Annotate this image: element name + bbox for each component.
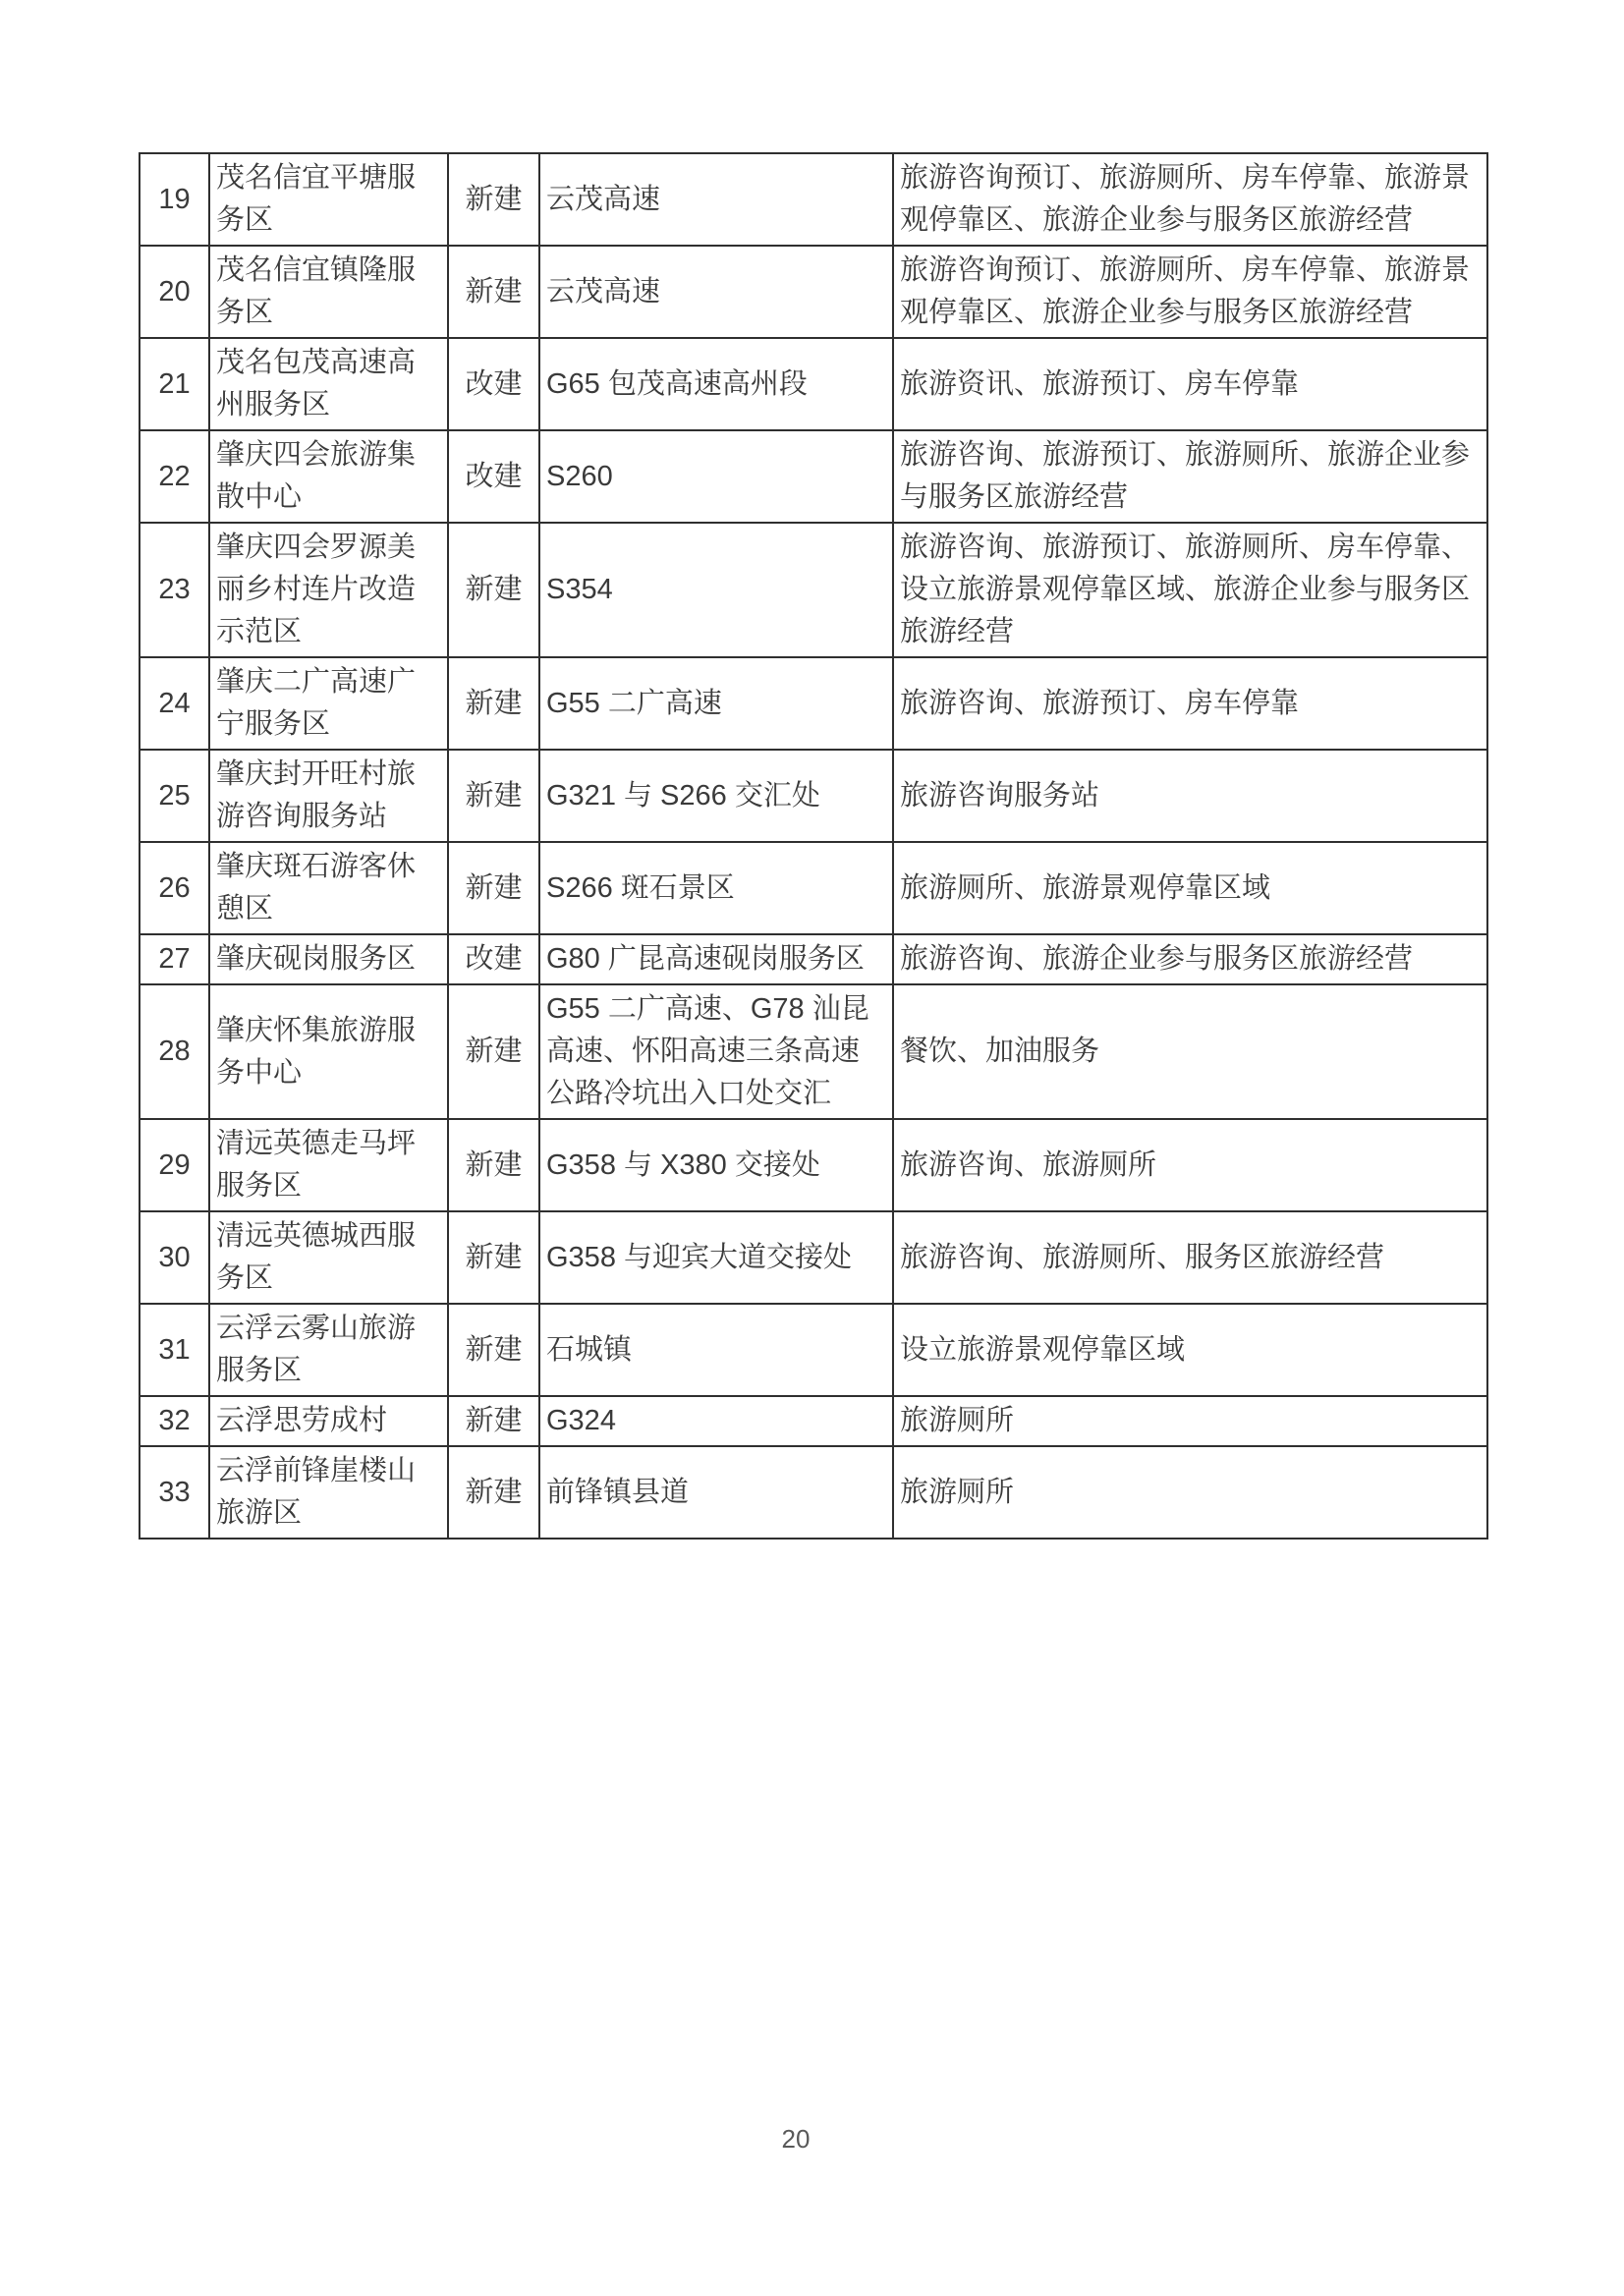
cell-type: 新建 bbox=[448, 1304, 539, 1396]
cell-name: 肇庆二广高速广宁服务区 bbox=[209, 657, 448, 750]
table-row bbox=[140, 1396, 1487, 1446]
cell-road: G65 包茂高速高州段 bbox=[539, 338, 893, 430]
table-row bbox=[140, 934, 1487, 984]
table-row bbox=[140, 1119, 1487, 1211]
cell-road: 云茂高速 bbox=[539, 153, 893, 246]
cell-services: 旅游咨询、旅游预订、旅游厕所、房车停靠、设立旅游景观停靠区域、旅游企业参与服务区旅游经营 bbox=[893, 523, 1487, 657]
cell-number: 32 bbox=[140, 1396, 209, 1446]
cell-road: G358 与 X380 交接处 bbox=[539, 1119, 893, 1211]
table-row bbox=[140, 430, 1487, 523]
cell-services: 餐饮、加油服务 bbox=[893, 984, 1487, 1119]
projects-table-body bbox=[140, 153, 1487, 1539]
cell-road: 前锋镇县道 bbox=[539, 1446, 893, 1539]
cell-services: 旅游厕所 bbox=[893, 1446, 1487, 1539]
cell-services: 旅游咨询服务站 bbox=[893, 750, 1487, 842]
table-row bbox=[140, 338, 1487, 430]
cell-type: 改建 bbox=[448, 338, 539, 430]
cell-number: 26 bbox=[140, 842, 209, 934]
cell-number: 25 bbox=[140, 750, 209, 842]
table-row bbox=[140, 1446, 1487, 1539]
cell-number: 20 bbox=[140, 246, 209, 338]
cell-services: 旅游咨询预订、旅游厕所、房车停靠、旅游景观停靠区、旅游企业参与服务区旅游经营 bbox=[893, 246, 1487, 338]
cell-name: 云浮前锋崖楼山旅游区 bbox=[209, 1446, 448, 1539]
cell-number: 31 bbox=[140, 1304, 209, 1396]
cell-number: 21 bbox=[140, 338, 209, 430]
cell-road: G55 二广高速、G78 汕昆高速、怀阳高速三条高速公路冷坑出入口处交汇 bbox=[539, 984, 893, 1119]
cell-type: 新建 bbox=[448, 984, 539, 1119]
cell-type: 新建 bbox=[448, 657, 539, 750]
cell-name: 云浮思劳成村 bbox=[209, 1396, 448, 1446]
cell-type: 改建 bbox=[448, 934, 539, 984]
cell-road: G324 bbox=[539, 1396, 893, 1446]
cell-services: 旅游资讯、旅游预订、房车停靠 bbox=[893, 338, 1487, 430]
cell-number: 24 bbox=[140, 657, 209, 750]
cell-type: 新建 bbox=[448, 523, 539, 657]
cell-type: 改建 bbox=[448, 430, 539, 523]
cell-number: 27 bbox=[140, 934, 209, 984]
table-row bbox=[140, 984, 1487, 1119]
cell-name: 肇庆砚岗服务区 bbox=[209, 934, 448, 984]
table-row bbox=[140, 153, 1487, 246]
cell-road: 石城镇 bbox=[539, 1304, 893, 1396]
cell-road: 云茂高速 bbox=[539, 246, 893, 338]
cell-type: 新建 bbox=[448, 842, 539, 934]
table-row bbox=[140, 750, 1487, 842]
cell-name: 肇庆封开旺村旅游咨询服务站 bbox=[209, 750, 448, 842]
cell-name: 肇庆斑石游客休憩区 bbox=[209, 842, 448, 934]
cell-services: 旅游厕所、旅游景观停靠区域 bbox=[893, 842, 1487, 934]
cell-number: 30 bbox=[140, 1211, 209, 1304]
table-row bbox=[140, 523, 1487, 657]
cell-services: 设立旅游景观停靠区域 bbox=[893, 1304, 1487, 1396]
cell-road: G358 与迎宾大道交接处 bbox=[539, 1211, 893, 1304]
cell-road: S266 斑石景区 bbox=[539, 842, 893, 934]
cell-type: 新建 bbox=[448, 1396, 539, 1446]
cell-type: 新建 bbox=[448, 1211, 539, 1304]
table-row bbox=[140, 1304, 1487, 1396]
cell-name: 肇庆怀集旅游服务中心 bbox=[209, 984, 448, 1119]
cell-name: 肇庆四会旅游集散中心 bbox=[209, 430, 448, 523]
cell-services: 旅游咨询、旅游预订、房车停靠 bbox=[893, 657, 1487, 750]
cell-number: 19 bbox=[140, 153, 209, 246]
cell-name: 清远英德走马坪服务区 bbox=[209, 1119, 448, 1211]
cell-services: 旅游咨询、旅游厕所、服务区旅游经营 bbox=[893, 1211, 1487, 1304]
cell-services: 旅游厕所 bbox=[893, 1396, 1487, 1446]
cell-number: 28 bbox=[140, 984, 209, 1119]
cell-number: 29 bbox=[140, 1119, 209, 1211]
cell-type: 新建 bbox=[448, 153, 539, 246]
cell-number: 33 bbox=[140, 1446, 209, 1539]
cell-services: 旅游咨询、旅游厕所 bbox=[893, 1119, 1487, 1211]
cell-type: 新建 bbox=[448, 750, 539, 842]
cell-road: G321 与 S266 交汇处 bbox=[539, 750, 893, 842]
cell-services: 旅游咨询预订、旅游厕所、房车停靠、旅游景观停靠区、旅游企业参与服务区旅游经营 bbox=[893, 153, 1487, 246]
cell-number: 22 bbox=[140, 430, 209, 523]
cell-road: G80 广昆高速砚岗服务区 bbox=[539, 934, 893, 984]
table-row bbox=[140, 1211, 1487, 1304]
cell-name: 茂名包茂高速高州服务区 bbox=[209, 338, 448, 430]
cell-name: 茂名信宜镇隆服务区 bbox=[209, 246, 448, 338]
cell-name: 云浮云雾山旅游服务区 bbox=[209, 1304, 448, 1396]
cell-number: 23 bbox=[140, 523, 209, 657]
projects-table bbox=[139, 152, 1488, 1540]
cell-type: 新建 bbox=[448, 1119, 539, 1211]
cell-name: 清远英德城西服务区 bbox=[209, 1211, 448, 1304]
cell-services: 旅游咨询、旅游预订、旅游厕所、旅游企业参与服务区旅游经营 bbox=[893, 430, 1487, 523]
cell-road: S260 bbox=[539, 430, 893, 523]
table-row bbox=[140, 657, 1487, 750]
page-number: 20 bbox=[781, 2124, 811, 2154]
table-row bbox=[140, 246, 1487, 338]
cell-type: 新建 bbox=[448, 1446, 539, 1539]
cell-type: 新建 bbox=[448, 246, 539, 338]
cell-name: 茂名信宜平塘服务区 bbox=[209, 153, 448, 246]
cell-road: S354 bbox=[539, 523, 893, 657]
table-row bbox=[140, 842, 1487, 934]
cell-name: 肇庆四会罗源美丽乡村连片改造示范区 bbox=[209, 523, 448, 657]
cell-road: G55 二广高速 bbox=[539, 657, 893, 750]
cell-services: 旅游咨询、旅游企业参与服务区旅游经营 bbox=[893, 934, 1487, 984]
